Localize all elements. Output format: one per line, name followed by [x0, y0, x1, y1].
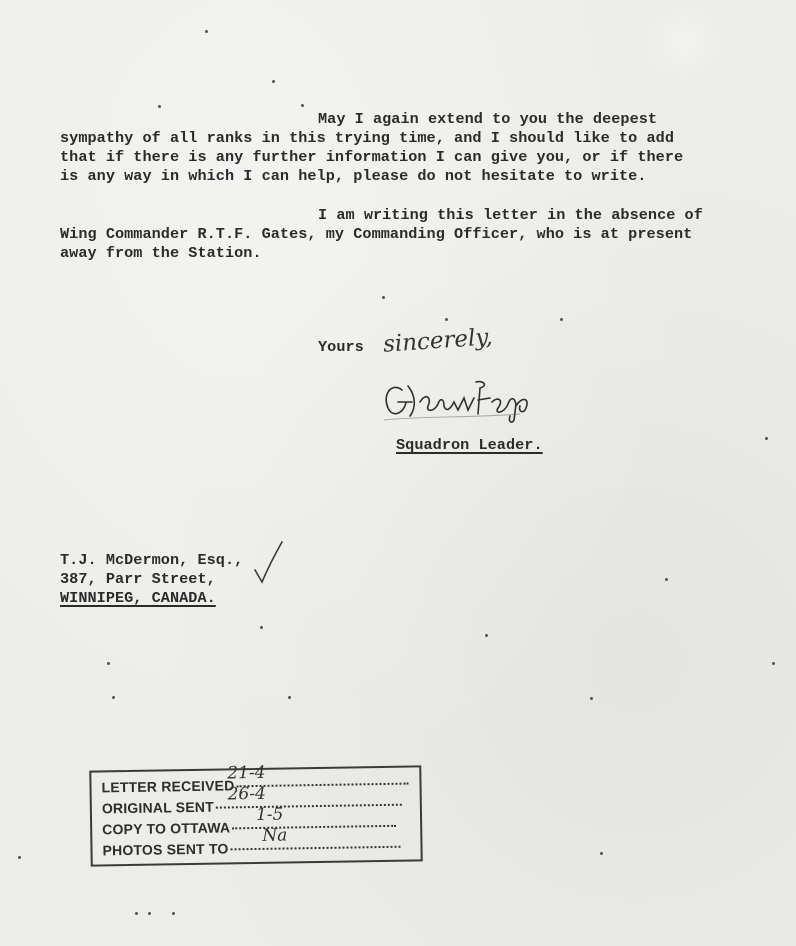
check-mark — [252, 540, 286, 588]
stamp-value: 26-4 — [227, 783, 267, 805]
speck — [765, 437, 768, 440]
speck — [772, 662, 775, 665]
speck — [600, 852, 603, 855]
speck — [205, 30, 208, 33]
para2-line-1: I am writing this letter in the absence of — [318, 206, 703, 224]
stamp-value: 21-4 — [227, 762, 266, 784]
speck — [445, 318, 448, 321]
signatory-rank: Squadron Leader. — [396, 436, 543, 454]
signature — [380, 372, 550, 428]
speck — [382, 296, 385, 299]
addressee-street: 387, Parr Street, — [60, 570, 216, 588]
speck — [560, 318, 563, 321]
speck — [288, 696, 291, 699]
speck — [148, 912, 151, 915]
speck — [18, 856, 21, 859]
para1-line-3: that if there is any further information I can give you, or if there — [60, 148, 684, 166]
addressee-city: WINNIPEG, CANADA. — [60, 589, 216, 607]
speck — [272, 80, 275, 83]
speck — [158, 105, 161, 108]
speck — [112, 696, 115, 699]
para1-line-2: sympathy of all ranks in this trying time, and I should like to add — [60, 129, 674, 147]
speck — [590, 697, 593, 700]
stamp-label: PHOTOS SENT TO — [102, 840, 229, 859]
para2-line-3: away from the Station. — [60, 244, 262, 262]
stamp-value: 1-5 — [255, 804, 284, 825]
speck — [172, 912, 175, 915]
embossed-seal — [640, 2, 730, 82]
tracking-stamp — [89, 762, 422, 866]
stamp-label: LETTER RECEIVED — [101, 777, 235, 796]
stamp-label: COPY TO OTTAWA — [102, 819, 231, 838]
para1-line-1: May I again extend to you the deepest — [318, 110, 658, 128]
speck — [665, 578, 668, 581]
stamp-label: ORIGINAL SENT — [101, 798, 215, 817]
addressee-name: T.J. McDermon, Esq., — [60, 551, 244, 569]
speck — [260, 626, 263, 629]
stamp-value: Na — [262, 825, 288, 846]
speck — [301, 104, 304, 107]
closing-handwritten: sincerely, — [382, 324, 494, 358]
para1-line-4: is any way in which I can help, please do not hesitate to write. — [60, 167, 647, 185]
speck — [135, 912, 138, 915]
speck — [107, 662, 110, 665]
para2-line-2: Wing Commander R.T.F. Gates, my Commanding Officer, who is at present — [60, 225, 693, 243]
speck — [485, 634, 488, 637]
closing-typed: Yours — [318, 338, 364, 356]
